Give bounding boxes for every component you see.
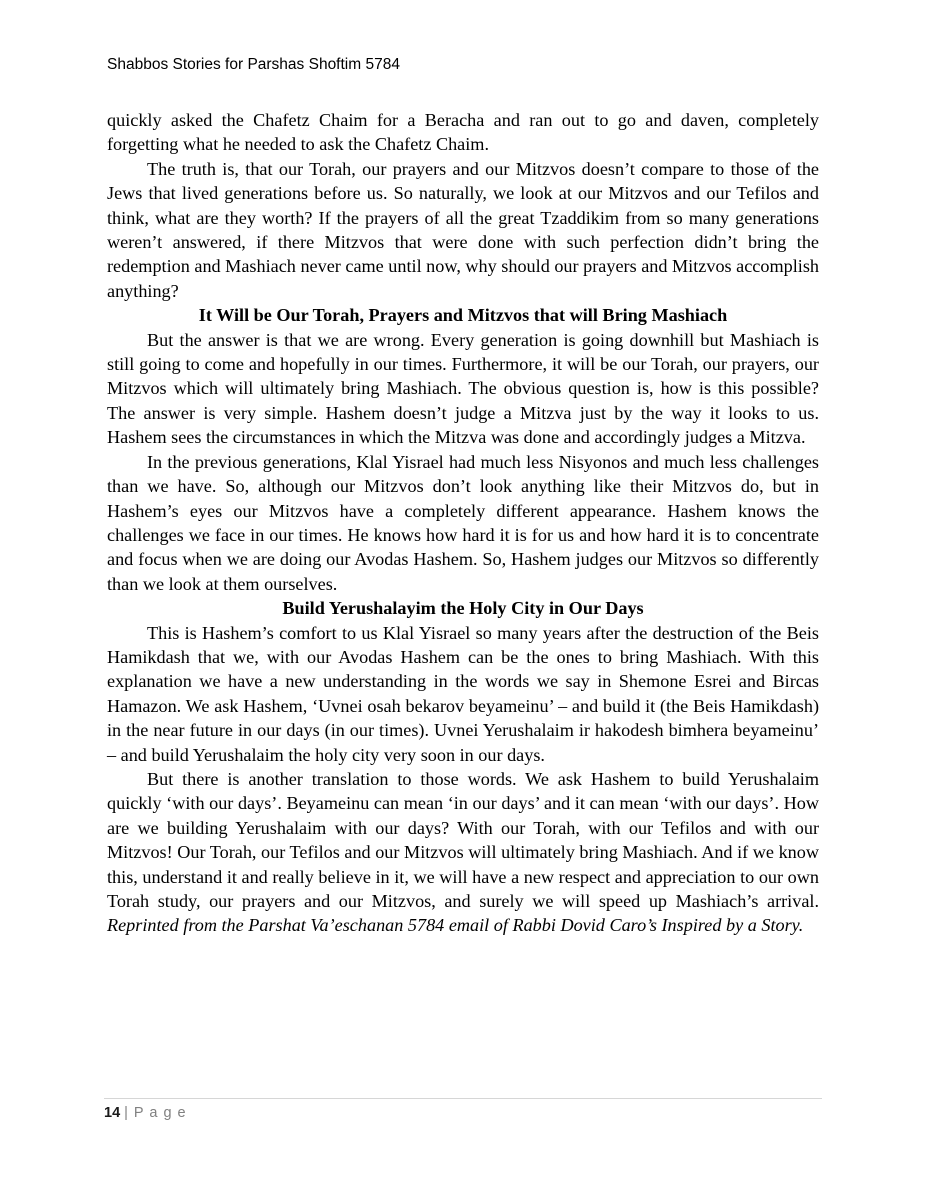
paragraph: This is Hashem’s comfort to us Klal Yisrael so many years after the destruction of the Beis Hamikdash that we, with our Avodas Hashem can be the ones to bring Mashiach. With this explanation we have a new understanding in the words we say in Shemone Esrei and Bircas Hamazon. We ask Hashem, ‘Uvnei osah bekarov beyameinu’ – and build it (the Beis Hamikdash) in the near future in our days (in our times). Uvnei Yerushalaim ir hakodesh bimhera beyameinu’ – and build Yerushalaim the holy city very soon in our days. <box>107 622 819 765</box>
paragraph-text: But there is another translation to those words. We ask Hashem to build Yerushalaim quickly ‘with our days’. Beyameinu can mean ‘in our days’ and it can mean ‘with our days’. How are we building Yerushalaim with our days? With our Torah, with our Tefilos and with our Mitzvos! Our Torah, our Tefilos and our Mitzvos will ultimately bring Mashiach. And if we know this, understand it and really believe in it, we will have a new respect and appreciation to our own Torah study, our prayers and our Mitzvos, and surely we will speed up Mashiach’s arrival. <box>107 768 819 911</box>
paragraph: But the answer is that we are wrong. Every generation is going downhill but Mashiach is still going to come and hopefully in our times. Furthermore, it will be our Torah, our prayers, our Mitzvos which will ultimately bring Mashiach. The obvious question is, how is this possible? The answer is very simple. Hashem doesn’t judge a Mitzva just by the way it looks to us. Hashem sees the circumstances in which the Mitzva was done and accordingly judges a Mitzva. <box>107 329 819 448</box>
paragraph: The truth is, that our Torah, our prayers and our Mitzvos doesn’t compare to those of the Jews that lived generations before us. So naturally, we look at our Mitzvos and our Tefilos and think, what are they worth? If the prayers of all the great Tzaddikim from so many generations weren’t answered, if there Mitzvos that were done with such perfection didn’t bring the redemption and Mashiach never came until now, why should our prayers and Mitzvos accomplish anything? <box>107 158 819 301</box>
attribution-text: Reprinted from the Parshat Va’eschanan 5784 email of Rabbi Dovid Caro’s Inspired by a Story. <box>107 915 804 936</box>
footer-separator-icon: | <box>124 1105 128 1121</box>
footer-page-label: P a g e <box>133 1105 187 1121</box>
page-number: 14 <box>104 1105 121 1121</box>
document-footer <box>104 1098 822 1121</box>
paragraph: In the previous generations, Klal Yisrael had much less Nisyonos and much less challenges than we have. So, although our Mitzvos don’t look anything like their Mitzvos do, but in Hashem’s eyes our Mitzvos have a completely different appearance. Hashem knows the challenges we face in our times. He knows how hard it is for us and how hard it is to concentrate and focus when we are doing our Avodas Hashem. So, Hashem judges our Mitzvos so differently than we look at them ourselves. <box>107 451 819 594</box>
document-body <box>107 108 819 938</box>
section-heading: Build Yerushalayim the Holy City in Our Days <box>282 598 644 619</box>
paragraph <box>107 767 819 938</box>
paragraph-continuation: quickly asked the Chafetz Chaim for a Beracha and ran out to go and daven, completely forgetting what he needed to ask the Chafetz Chaim. <box>107 110 819 155</box>
document-header <box>107 56 819 74</box>
header-title: Shabbos Stories for Parshas Shoftim 5784 <box>107 56 400 73</box>
section-heading: It Will be Our Torah, Prayers and Mitzvos that will Bring Mashiach <box>198 305 728 326</box>
